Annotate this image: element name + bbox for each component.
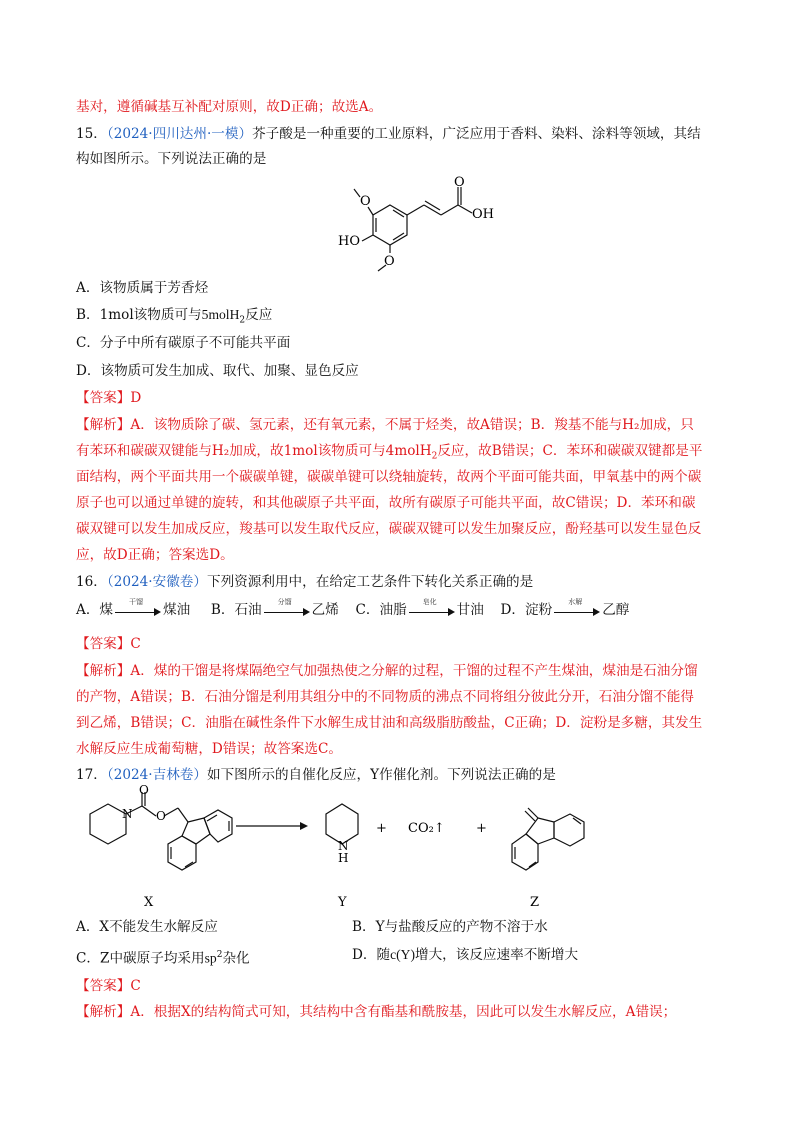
z-bottom-benzene <box>512 834 538 870</box>
q17-expl-line1: 【解析】A．根据X的结构简式可知，其结构中含有酯基和酰胺基，因此可以发生水解反应，A错误； <box>76 1004 677 1020</box>
x-bottom-benzene <box>168 836 196 870</box>
q17-stem: 17．（2024·吉林卷）如下图所示的自催化反应，Y作催化剂。下列说法正确的是 <box>76 767 556 783</box>
q15-expl-line1: 【解析】A．该物质除了碳、氢元素，还有氧元素，不属于烃类，故A错误；B．羧基不能与H₂加成，只 <box>76 417 694 433</box>
x-carbonyl-o: O <box>139 783 149 797</box>
x-ester-o: O <box>156 809 166 823</box>
q15-stem-line2: 构如图所示。下列说法正确的是 <box>76 151 267 167</box>
y-piperidine-ring <box>326 804 358 844</box>
q15-option-a: A．该物质属于芳香烃 <box>76 280 209 296</box>
q15-stem-line1 <box>76 124 740 144</box>
y-n: N <box>338 839 349 853</box>
q17-option-a: A．X不能发生水解反应 <box>76 919 218 935</box>
q15-expl-line3: 面结构，两个平面共用一个碳碳单键，碳碳单键可以绕轴旋转，故两个平面可能共面，甲氧基中的两个碳 <box>76 469 702 485</box>
q16-option-d: D．淀粉 水解 乙醇 <box>500 597 630 618</box>
reaction-arrowhead <box>300 822 308 830</box>
q17-answer: 【答案】C <box>76 978 141 994</box>
label-x: X <box>144 895 154 910</box>
q15-option-c: C．分子中所有碳原子不可能共平面 <box>76 335 291 351</box>
q15-option-d: D．该物质可发生加成、取代、加聚、显色反应 <box>76 363 359 379</box>
plus-1: + <box>376 821 387 836</box>
q15-expl-line4: 原子也可以通过单键的旋转，和其他碳原子共平面，故所有碳原子可能共平面，故C错误；D．苯环和碳 <box>76 495 696 511</box>
q15-stem-text1: 芥子酸是一种重要的工业原料，广泛应用于香料、染料、涂料等领域，其结 <box>252 126 701 142</box>
q16-option-a: A．煤 干馏 煤油 <box>76 597 191 618</box>
label-y: Y <box>338 895 347 910</box>
x-right-benzene <box>204 810 232 842</box>
benzene-ring <box>373 205 407 245</box>
q16-option-c: C．油脂 皂化 甘油 <box>355 597 484 618</box>
z-five-ring <box>526 818 554 844</box>
q17-option-d: D．随c(Y)增大，该反应速率不断增大 <box>352 947 579 963</box>
q14-explanation-tail: 基对，遵循碱基互补配对原则，故D正确；故选A。 <box>76 99 383 115</box>
autocatalysis-scheme <box>64 783 664 914</box>
q16-option-b: B．石油 分馏 乙烯 <box>210 597 339 618</box>
x-piperidine-ring <box>90 804 126 844</box>
co2-label: CO₂↑ <box>408 821 445 836</box>
mol-oh: OH <box>472 207 494 222</box>
sinapic-acid-structure <box>320 175 494 275</box>
x-n: N <box>122 807 133 821</box>
q15-expl-line5: 碳双键可以发生加成反应，羧基可以发生取代反应，碳碳双键可以发生加聚反应，酚羟基可以发生显色反 <box>76 521 702 537</box>
q15-answer: 【答案】D <box>76 390 142 406</box>
label-z: Z <box>530 895 540 910</box>
z-right-benzene <box>554 814 584 846</box>
mol-ho: HO <box>338 234 360 249</box>
q15-number: 15． <box>76 126 107 142</box>
q17-option-b: B．Y与盐酸反应的产物不溶于水 <box>352 919 548 935</box>
q16-answer: 【答案】C <box>76 636 141 652</box>
q15-expl-line2: 有苯环和碳碳双键能与H₂加成，故1mol该物质可与4molH$_2$反应，故B错误；C．苯环和碳碳双键都是平 <box>76 443 703 462</box>
y-h: H <box>338 851 349 865</box>
q16-expl-line1: 【解析】A．煤的干馏是将煤隔绝空气加强热使之分解的过程，干馏的过程不产生煤油，煤油是石油分馏 <box>76 663 698 679</box>
q15-option-b: B．1mol该物质可与5molH$_2$反应 <box>76 307 273 326</box>
q16-expl-line4: 水解反应生成葡萄糖，D错误；故答案选C。 <box>76 741 342 757</box>
q15-source: （2024·四川达州·一模） <box>106 126 253 142</box>
q16-stem: 16．（2024·安徽卷）下列资源利用中，在给定工艺条件下转化关系正确的是 <box>76 574 534 590</box>
plus-2: + <box>476 821 487 836</box>
q15-expl-line6: 应，故D正确；答案选D。 <box>76 547 234 563</box>
mol-o-carbonyl: O <box>454 175 465 190</box>
q16-expl-line3: 到乙烯，B错误；C．油脂在碱性条件下水解生成甘油和高级脂肪酸盐，C正确；D．淀粉是多糖，其发生 <box>76 715 703 731</box>
mol-o-methoxy-bottom: O <box>384 254 395 269</box>
mol-o-methoxy-top: O <box>360 194 371 209</box>
q16-options <box>76 597 740 620</box>
q17-option-c: C．Z中碳原子均采用$sp^2$杂化 <box>76 950 250 967</box>
q16-expl-line2: 的产物，A错误；B．石油分馏是利用其组分中的不同物质的沸点不同将组分彼此分开，石油分馏不能得 <box>76 689 694 705</box>
